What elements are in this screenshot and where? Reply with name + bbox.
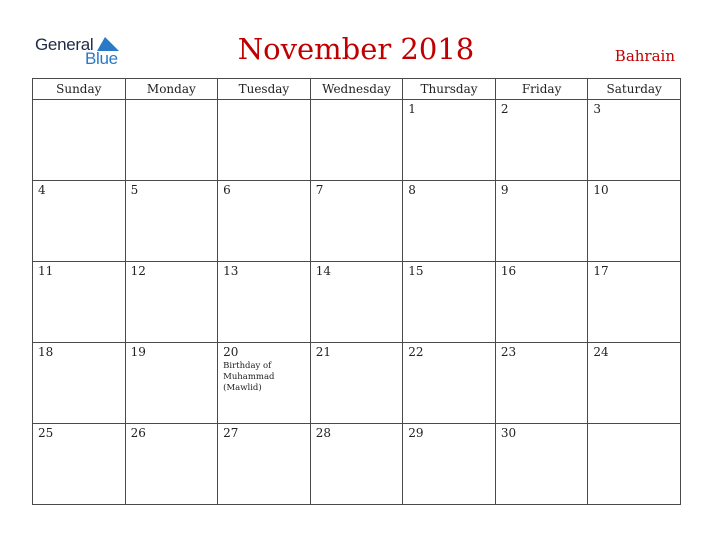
day-number: 21: [315, 345, 331, 359]
day-cell: [403, 100, 496, 181]
day-cell: [588, 262, 681, 343]
week-row: [33, 100, 681, 181]
logo-text-blue: Blue: [85, 49, 118, 68]
day-number: 6: [223, 183, 231, 197]
day-cell: [403, 262, 496, 343]
day-cell: [218, 424, 311, 505]
day-number: 16: [500, 264, 517, 278]
day-number: 5: [130, 183, 139, 197]
weekday-header: Monday: [125, 79, 218, 100]
day-cell: [495, 181, 588, 262]
day-cell: [125, 100, 218, 181]
weekday-header: Tuesday: [218, 79, 311, 100]
day-cell: [495, 262, 588, 343]
day-cell: [218, 100, 311, 181]
holiday-label: Birthday of Muhammad (Mawlid): [223, 361, 275, 393]
day-cell: [495, 424, 588, 505]
day-cell: [33, 100, 126, 181]
day-number: 27: [223, 426, 239, 440]
day-cell: [125, 424, 218, 505]
day-number: 23: [500, 345, 517, 359]
day-number: 15: [408, 264, 424, 278]
day-number: 28: [315, 426, 331, 440]
day-cell: [495, 100, 588, 181]
day-number: 3: [593, 102, 602, 116]
day-cell: [310, 181, 403, 262]
day-number: 19: [130, 345, 146, 359]
day-cell: [33, 343, 126, 424]
week-row: [33, 343, 681, 424]
calendar-grid: [32, 78, 681, 505]
day-number: 30: [500, 426, 517, 440]
weekday-header: Saturday: [588, 79, 681, 100]
day-number: 24: [593, 345, 609, 359]
country-label: Bahrain: [614, 47, 675, 65]
day-number: 14: [315, 264, 331, 278]
day-cell: [218, 262, 311, 343]
day-cell: [310, 100, 403, 181]
day-cell: [588, 424, 681, 505]
weekday-header: Wednesday: [310, 79, 403, 100]
day-number: 13: [223, 264, 239, 278]
weekday-header-row: [33, 79, 681, 100]
day-number: 12: [130, 264, 146, 278]
day-cell: [588, 181, 681, 262]
day-cell: [310, 343, 403, 424]
day-number: 29: [408, 426, 424, 440]
day-cell: [218, 343, 311, 424]
day-number: 18: [38, 345, 54, 359]
weekday-header: Friday: [495, 79, 588, 100]
calendar-title: November 2018: [237, 32, 475, 66]
weekday-header: Thursday: [403, 79, 496, 100]
day-number: 22: [408, 345, 424, 359]
day-cell: [33, 262, 126, 343]
day-number: 7: [315, 183, 324, 197]
logo-text-general: General: [35, 35, 94, 54]
day-number: 9: [500, 183, 509, 197]
day-cell: [125, 181, 218, 262]
day-number: 26: [130, 426, 146, 440]
weekday-header: Sunday: [33, 79, 126, 100]
day-cell: [403, 424, 496, 505]
day-cell: [33, 181, 126, 262]
day-number: 17: [593, 264, 609, 278]
day-cell: [310, 424, 403, 505]
day-cell: [125, 262, 218, 343]
day-number: 11: [38, 264, 54, 278]
day-cell: [495, 343, 588, 424]
day-number: 25: [38, 426, 54, 440]
day-cell: [218, 181, 311, 262]
week-row: [33, 424, 681, 505]
week-row: [33, 181, 681, 262]
day-cell: [33, 424, 126, 505]
day-number: 20: [223, 345, 239, 359]
day-cell: [310, 262, 403, 343]
day-cell: [588, 100, 681, 181]
day-number: 2: [500, 102, 509, 116]
day-cell: [403, 343, 496, 424]
day-cell: [588, 343, 681, 424]
week-row: [33, 262, 681, 343]
day-number: 1: [408, 102, 416, 116]
day-cell: [125, 343, 218, 424]
day-cell: [403, 181, 496, 262]
day-number: 8: [408, 183, 416, 197]
day-number: 4: [38, 183, 46, 197]
day-number: 10: [593, 183, 609, 197]
